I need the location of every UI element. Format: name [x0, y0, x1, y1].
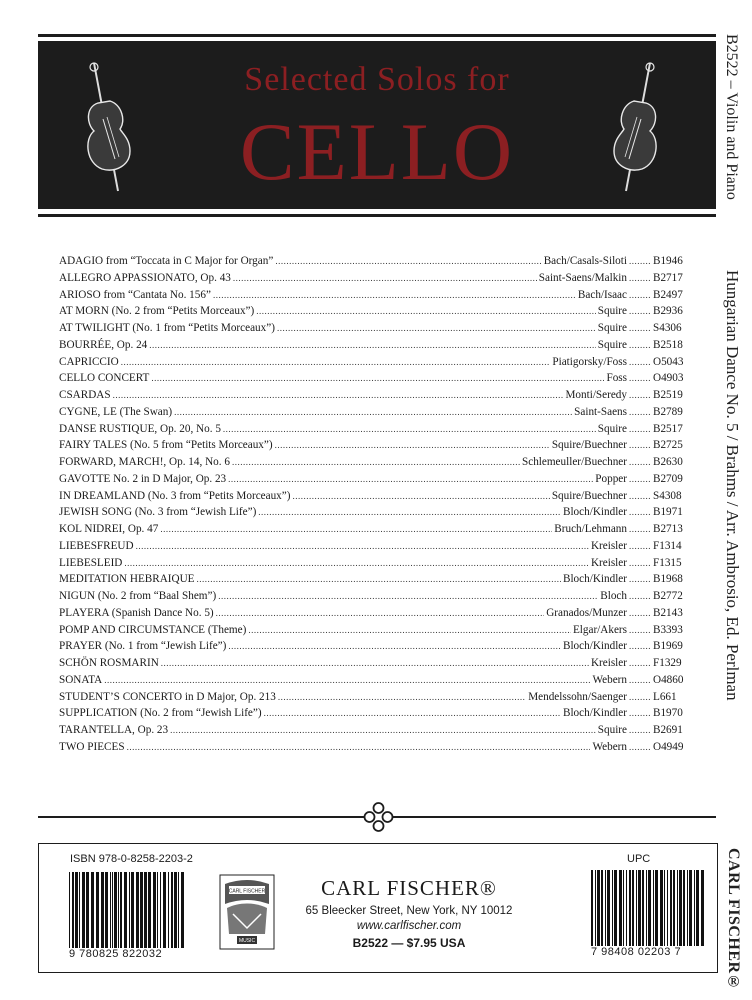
piece-composer: Elgar/Akers: [572, 623, 627, 636]
piece-title: POMP AND CIRCUMSTANCE (Theme): [59, 623, 247, 636]
dot-leader: [258, 507, 561, 517]
catalog-code: O4949: [653, 740, 684, 753]
barcode-bar: [163, 872, 166, 948]
barcode-bar: [171, 872, 173, 948]
piece-title: FAIRY TALES (No. 5 from “Petits Morceaux”): [59, 439, 273, 452]
barcode-bar: [646, 870, 647, 946]
barcode-bar: [82, 872, 85, 948]
spine-title-text: Hungarian Dance No. 5 / Brahms / Arr. Ambrosio, Ed. Perlman: [723, 270, 742, 701]
piece-composer: Granados/Munzer: [546, 606, 627, 619]
piece-title: JEWISH SONG (No. 3 from “Jewish Life”): [59, 506, 257, 519]
isbn-barcode: [67, 872, 187, 948]
piece-composer: Squire: [597, 338, 627, 351]
isbn-barcode-number: 9 780825 822032: [69, 948, 163, 960]
piece-title: IN DREAMLAND (No. 3 from “Petits Morceaux”): [59, 489, 291, 502]
barcode-bar: [689, 870, 692, 946]
piece-title: CSARDAS: [59, 389, 111, 401]
barcode-bar: [642, 870, 644, 946]
barcode-bar: [673, 870, 675, 946]
dot-leader: ........: [629, 423, 651, 434]
contents-row: [59, 657, 695, 674]
contents-row: [59, 490, 695, 507]
barcode-bar: [148, 872, 151, 948]
catalog-code: S4308: [653, 489, 682, 502]
piece-composer: Bloch/Kindler: [562, 573, 627, 586]
barcode-bar: [181, 872, 184, 948]
contents-list: [59, 255, 695, 758]
contents-row: [59, 305, 695, 322]
dot-leader: [278, 692, 526, 702]
contents-row: [59, 691, 695, 708]
barcode-bar: [129, 872, 130, 948]
dot-leader: ........: [629, 591, 651, 601]
catalog-code: B2519: [653, 389, 683, 401]
publisher-logo-icon: [219, 874, 275, 950]
barcode-bar: [69, 872, 70, 948]
dot-leader: [213, 290, 576, 300]
upc-barcode: [589, 870, 707, 946]
dot-leader: [275, 440, 550, 450]
barcode-bar: [597, 870, 600, 946]
dot-leader: [127, 742, 591, 752]
barcode-bar: [696, 870, 699, 946]
ornament-rule-right: [397, 816, 716, 818]
piece-composer: Webern: [592, 740, 627, 753]
dot-leader: [292, 491, 549, 501]
dot-leader: ........: [629, 473, 651, 484]
barcode-bar: [118, 872, 119, 948]
dot-leader: [248, 625, 571, 635]
dot-leader: ........: [629, 557, 651, 568]
catalog-code: B1969: [653, 640, 683, 653]
piece-composer: Kreisler: [590, 657, 627, 669]
piece-composer: Bloch/Kindler: [562, 506, 627, 519]
piece-title: ADAGIO from “Toccata in C Major for Organ”: [59, 255, 274, 267]
barcode-bar: [605, 870, 606, 946]
catalog-code: O4860: [653, 673, 684, 686]
back-cover-box: [38, 843, 718, 973]
catalog-code: B2518: [653, 338, 683, 351]
barcode-bar: [86, 872, 89, 948]
catalog-code: B1946: [653, 255, 683, 267]
dot-leader: ........: [629, 440, 651, 451]
contents-row: [59, 255, 695, 272]
dot-leader: [228, 641, 561, 651]
publisher-name: CARL FISCHER®: [321, 876, 497, 900]
dot-leader: ........: [629, 289, 651, 300]
contents-row: [59, 272, 695, 289]
piece-composer: Squire: [597, 322, 627, 334]
barcode-bar: [79, 872, 80, 948]
piece-title: LIEBESFREUD: [59, 539, 134, 552]
cello-icon: [604, 59, 664, 199]
catalog-code: F1314: [653, 539, 682, 552]
contents-row: [59, 624, 695, 641]
cover-banner: [38, 41, 716, 209]
piece-title: CAPRICCIO: [59, 355, 119, 368]
barcode-bar: [612, 870, 613, 946]
contents-row: [59, 590, 695, 607]
piece-composer: Bach/Casals-Siloti: [543, 255, 627, 267]
logo-music: MUSIC: [238, 938, 256, 944]
dot-leader: ........: [629, 524, 651, 534]
contents-row: [59, 406, 695, 423]
dot-leader: [121, 357, 551, 367]
piece-title: NIGUN (No. 2 from “Baal Shem”): [59, 590, 217, 602]
piece-title: AT TWILIGHT (No. 1 from “Petits Morceaux”): [59, 322, 275, 334]
barcode-bar: [667, 870, 668, 946]
piece-title: DANSE RUSTIQUE, Op. 20, No. 5: [59, 422, 221, 435]
barcode-bar: [124, 872, 127, 948]
piece-composer: Squire: [597, 422, 627, 435]
catalog-code: B2143: [653, 606, 683, 619]
dot-leader: [151, 373, 604, 383]
piece-title: MEDITATION HEBRAIQUE: [59, 573, 195, 586]
piece-title: TARANTELLA, Op. 23: [59, 724, 169, 736]
catalog-code: B2717: [653, 271, 683, 284]
catalog-code: F1315: [653, 556, 682, 569]
catalog-code: F1329: [653, 657, 682, 669]
logo-name: CARL FISCHER: [228, 888, 266, 895]
barcode-bar: [91, 872, 94, 948]
piece-title: AT MORN (No. 2 from “Petits Morceaux”): [59, 305, 255, 318]
barcode-bar: [101, 872, 104, 948]
barcode-bar: [105, 872, 108, 948]
dot-leader: [228, 474, 593, 484]
dot-leader: ........: [629, 725, 651, 735]
barcode-bar: [157, 872, 158, 948]
contents-row: [59, 439, 695, 456]
contents-row: [59, 674, 695, 691]
price-line: B2522 — $7.95 USA: [352, 936, 466, 950]
contents-row: [59, 322, 695, 339]
contents-row: [59, 473, 695, 490]
barcode-bar: [168, 872, 169, 948]
dot-leader: ........: [629, 658, 651, 668]
barcode-bar: [114, 872, 117, 948]
barcode-bar: [701, 870, 704, 946]
dot-leader: ........: [629, 406, 651, 417]
piece-composer: Popper: [595, 472, 627, 485]
dot-leader: [223, 424, 596, 434]
barcode-bar: [160, 872, 161, 948]
dot-leader: [216, 608, 545, 618]
contents-row: [59, 289, 695, 306]
barcode-bar: [694, 870, 695, 946]
contents-row: [59, 607, 695, 624]
spine-publisher-text: CARL FISCHER®: [725, 848, 742, 992]
contents-row: [59, 573, 695, 590]
barcode-bar: [131, 872, 134, 948]
dot-leader: ........: [629, 339, 651, 350]
barcode-bar: [110, 872, 111, 948]
dot-leader: ........: [629, 373, 651, 384]
banner-subtitle: Selected Solos for: [244, 61, 510, 98]
barcode-bar: [75, 872, 78, 948]
contents-row: [59, 456, 695, 473]
dot-leader: ........: [629, 323, 651, 333]
contents-row: [59, 557, 695, 574]
catalog-code: B2772: [653, 590, 683, 602]
dot-leader: ........: [629, 390, 651, 400]
dot-leader: ........: [629, 540, 651, 551]
piece-composer: Squire: [597, 724, 627, 736]
dot-leader: [232, 457, 520, 467]
contents-row: [59, 724, 695, 741]
catalog-code: B2497: [653, 288, 683, 301]
piece-title: SCHÖN ROSMARIN: [59, 657, 159, 669]
barcode-bar: [632, 870, 634, 946]
isbn-text: ISBN 978-0-8258-2203-2: [70, 853, 193, 865]
dot-leader: [197, 574, 561, 584]
dot-leader: ........: [629, 624, 651, 635]
dot-leader: ........: [629, 457, 651, 467]
banner-bottom-rule: [38, 214, 716, 217]
dot-leader: [264, 708, 561, 718]
catalog-code: O4903: [653, 372, 684, 385]
catalog-code: B2691: [653, 724, 683, 736]
catalog-code: B1968: [653, 573, 683, 586]
piece-composer: Squire: [597, 305, 627, 318]
barcode-bar: [619, 870, 622, 946]
dot-leader: ........: [629, 256, 651, 266]
barcode-bar: [112, 872, 113, 948]
dot-leader: [149, 340, 596, 350]
contents-row: [59, 423, 695, 440]
dot-leader: [174, 407, 572, 417]
piece-composer: Mendelssohn/Saenger: [528, 690, 627, 703]
catalog-code: B3393: [653, 623, 683, 636]
catalog-code: B2936: [653, 305, 683, 318]
dot-leader: ........: [629, 574, 651, 585]
catalog-code: B2709: [653, 472, 683, 485]
barcode-bar: [623, 870, 624, 946]
dot-leader: [218, 591, 598, 601]
contents-row: [59, 741, 695, 758]
piece-composer: Bloch/Kindler: [562, 640, 627, 653]
piece-composer: Piatigorsky/Foss: [552, 355, 627, 368]
barcode-bar: [601, 870, 603, 946]
dot-leader: [170, 725, 596, 735]
piece-composer: Bloch/Kindler: [562, 707, 627, 720]
barcode-bar: [683, 870, 685, 946]
publisher-url: www.carlfischer.com: [356, 920, 462, 932]
barcode-bar: [178, 872, 179, 948]
dot-leader: [275, 256, 541, 266]
piece-title: FORWARD, MARCH!, Op. 14, No. 6: [59, 456, 230, 468]
dot-leader: ........: [629, 507, 651, 518]
piece-title: TWO PIECES: [59, 740, 125, 753]
piece-composer: Bruch/Lehmann: [554, 523, 627, 535]
contents-row: [59, 389, 695, 406]
barcode-bar: [670, 870, 672, 946]
catalog-code: B1970: [653, 707, 683, 720]
piece-composer: Schlemeuller/Buechner: [522, 456, 627, 468]
piece-composer: Bloch: [600, 590, 627, 602]
dot-leader: ........: [629, 607, 651, 618]
upc-label: UPC: [627, 853, 651, 865]
dot-leader: [161, 658, 589, 668]
spine-catalog-text: B2522 – Violin and Piano: [723, 34, 740, 200]
dot-leader: [256, 306, 596, 316]
catalog-code: B2630: [653, 456, 683, 468]
barcode-bar: [614, 870, 617, 946]
catalog-code: O5043: [653, 355, 684, 368]
contents-row: [59, 339, 695, 356]
contents-row: [59, 356, 695, 373]
dot-leader: [124, 558, 589, 568]
barcode-bar: [629, 870, 631, 946]
piece-title: GAVOTTE No. 2 in D Major, Op. 23: [59, 472, 227, 485]
piece-composer: Squire/Buechner: [551, 489, 627, 502]
piece-title: STUDENT’S CONCERTO in D Major, Op. 213: [59, 690, 276, 703]
dot-leader: ........: [629, 641, 651, 652]
barcode-bar: [595, 870, 596, 946]
piece-composer: Bach/Isaac: [577, 288, 627, 301]
piece-title: LIEBESLEID: [59, 556, 123, 569]
barcode-bar: [607, 870, 610, 946]
dot-leader: ........: [629, 691, 651, 702]
dot-leader: [104, 675, 590, 685]
piece-composer: Kreisler: [590, 556, 627, 569]
dot-leader: ........: [629, 490, 651, 501]
barcode-bar: [679, 870, 682, 946]
barcode-bar: [120, 872, 122, 948]
publisher-address: 65 Bleecker Street, New York, NY 10012: [305, 905, 513, 917]
barcode-bar: [140, 872, 143, 948]
barcode-bar: [655, 870, 658, 946]
barcode-bar: [626, 870, 627, 946]
contents-row: [59, 372, 695, 389]
catalog-code: B2725: [653, 439, 683, 452]
piece-title: PRAYER (No. 1 from “Jewish Life”): [59, 640, 227, 653]
banner-title: CELLO: [239, 106, 515, 197]
piece-title: PLAYERA (Spanish Dance No. 5): [59, 606, 214, 619]
piece-composer: Foss: [606, 372, 627, 385]
piece-title: SUPPLICATION (No. 2 from “Jewish Life”): [59, 707, 262, 720]
piece-composer: Saint-Saens/Malkin: [538, 271, 627, 284]
barcode-bar: [591, 870, 593, 946]
piece-title: ARIOSO from “Cantata No. 156”: [59, 288, 211, 301]
piece-composer: Webern: [592, 673, 627, 686]
barcode-bar: [648, 870, 651, 946]
barcode-bar: [638, 870, 641, 946]
barcode-bar: [660, 870, 663, 946]
catalog-code: B2517: [653, 422, 683, 435]
dot-leader: ........: [629, 708, 651, 719]
piece-title: CELLO CONCERT: [59, 372, 150, 385]
knot-ornament-icon: [360, 801, 397, 833]
piece-composer: Squire/Buechner: [551, 439, 627, 452]
contents-row: [59, 540, 695, 557]
dot-leader: ........: [629, 272, 651, 283]
barcode-bar: [636, 870, 637, 946]
dot-leader: [113, 390, 564, 400]
piece-composer: Kreisler: [590, 539, 627, 552]
contents-row: [59, 707, 695, 724]
catalog-code: S4306: [653, 322, 682, 334]
dot-leader: [277, 323, 596, 333]
dot-leader: ........: [629, 741, 651, 752]
barcode-bar: [72, 872, 74, 948]
top-rule: [38, 34, 716, 37]
dot-leader: ........: [629, 356, 651, 367]
piece-composer: Monti/Seredy: [565, 389, 627, 401]
dot-leader: [136, 541, 589, 551]
piece-title: CYGNE, LE (The Swan): [59, 405, 173, 418]
piece-title: BOURRÉE, Op. 24: [59, 338, 148, 351]
piece-composer: Saint-Saens: [574, 405, 627, 418]
dot-leader: ........: [629, 306, 651, 317]
contents-row: [59, 506, 695, 523]
barcode-bar: [677, 870, 678, 946]
barcode-bar: [96, 872, 99, 948]
catalog-code: B2789: [653, 405, 683, 418]
ornament-rule-left: [38, 816, 360, 818]
piece-title: ALLEGRO APPASSIONATO, Op. 43: [59, 271, 231, 284]
publisher-block: [289, 876, 529, 950]
barcode-bar: [136, 872, 139, 948]
contents-row: [59, 523, 695, 540]
contents-row: [59, 640, 695, 657]
dot-leader: [160, 524, 552, 534]
dot-leader: ........: [629, 674, 651, 685]
upc-barcode-number: 7 98408 02203 7: [591, 946, 682, 958]
barcode-bar: [174, 872, 177, 948]
piece-title: KOL NIDREI, Op. 47: [59, 523, 159, 535]
dot-leader: [233, 273, 537, 283]
catalog-code: B2713: [653, 523, 683, 535]
barcode-bar: [653, 870, 654, 946]
barcode-bar: [664, 870, 665, 946]
catalog-code: B1971: [653, 506, 683, 519]
catalog-code: L661: [653, 690, 677, 703]
piece-title: SONATA: [59, 673, 103, 686]
barcode-bar: [687, 870, 688, 946]
barcode-bar: [144, 872, 147, 948]
barcode-bar: [153, 872, 156, 948]
